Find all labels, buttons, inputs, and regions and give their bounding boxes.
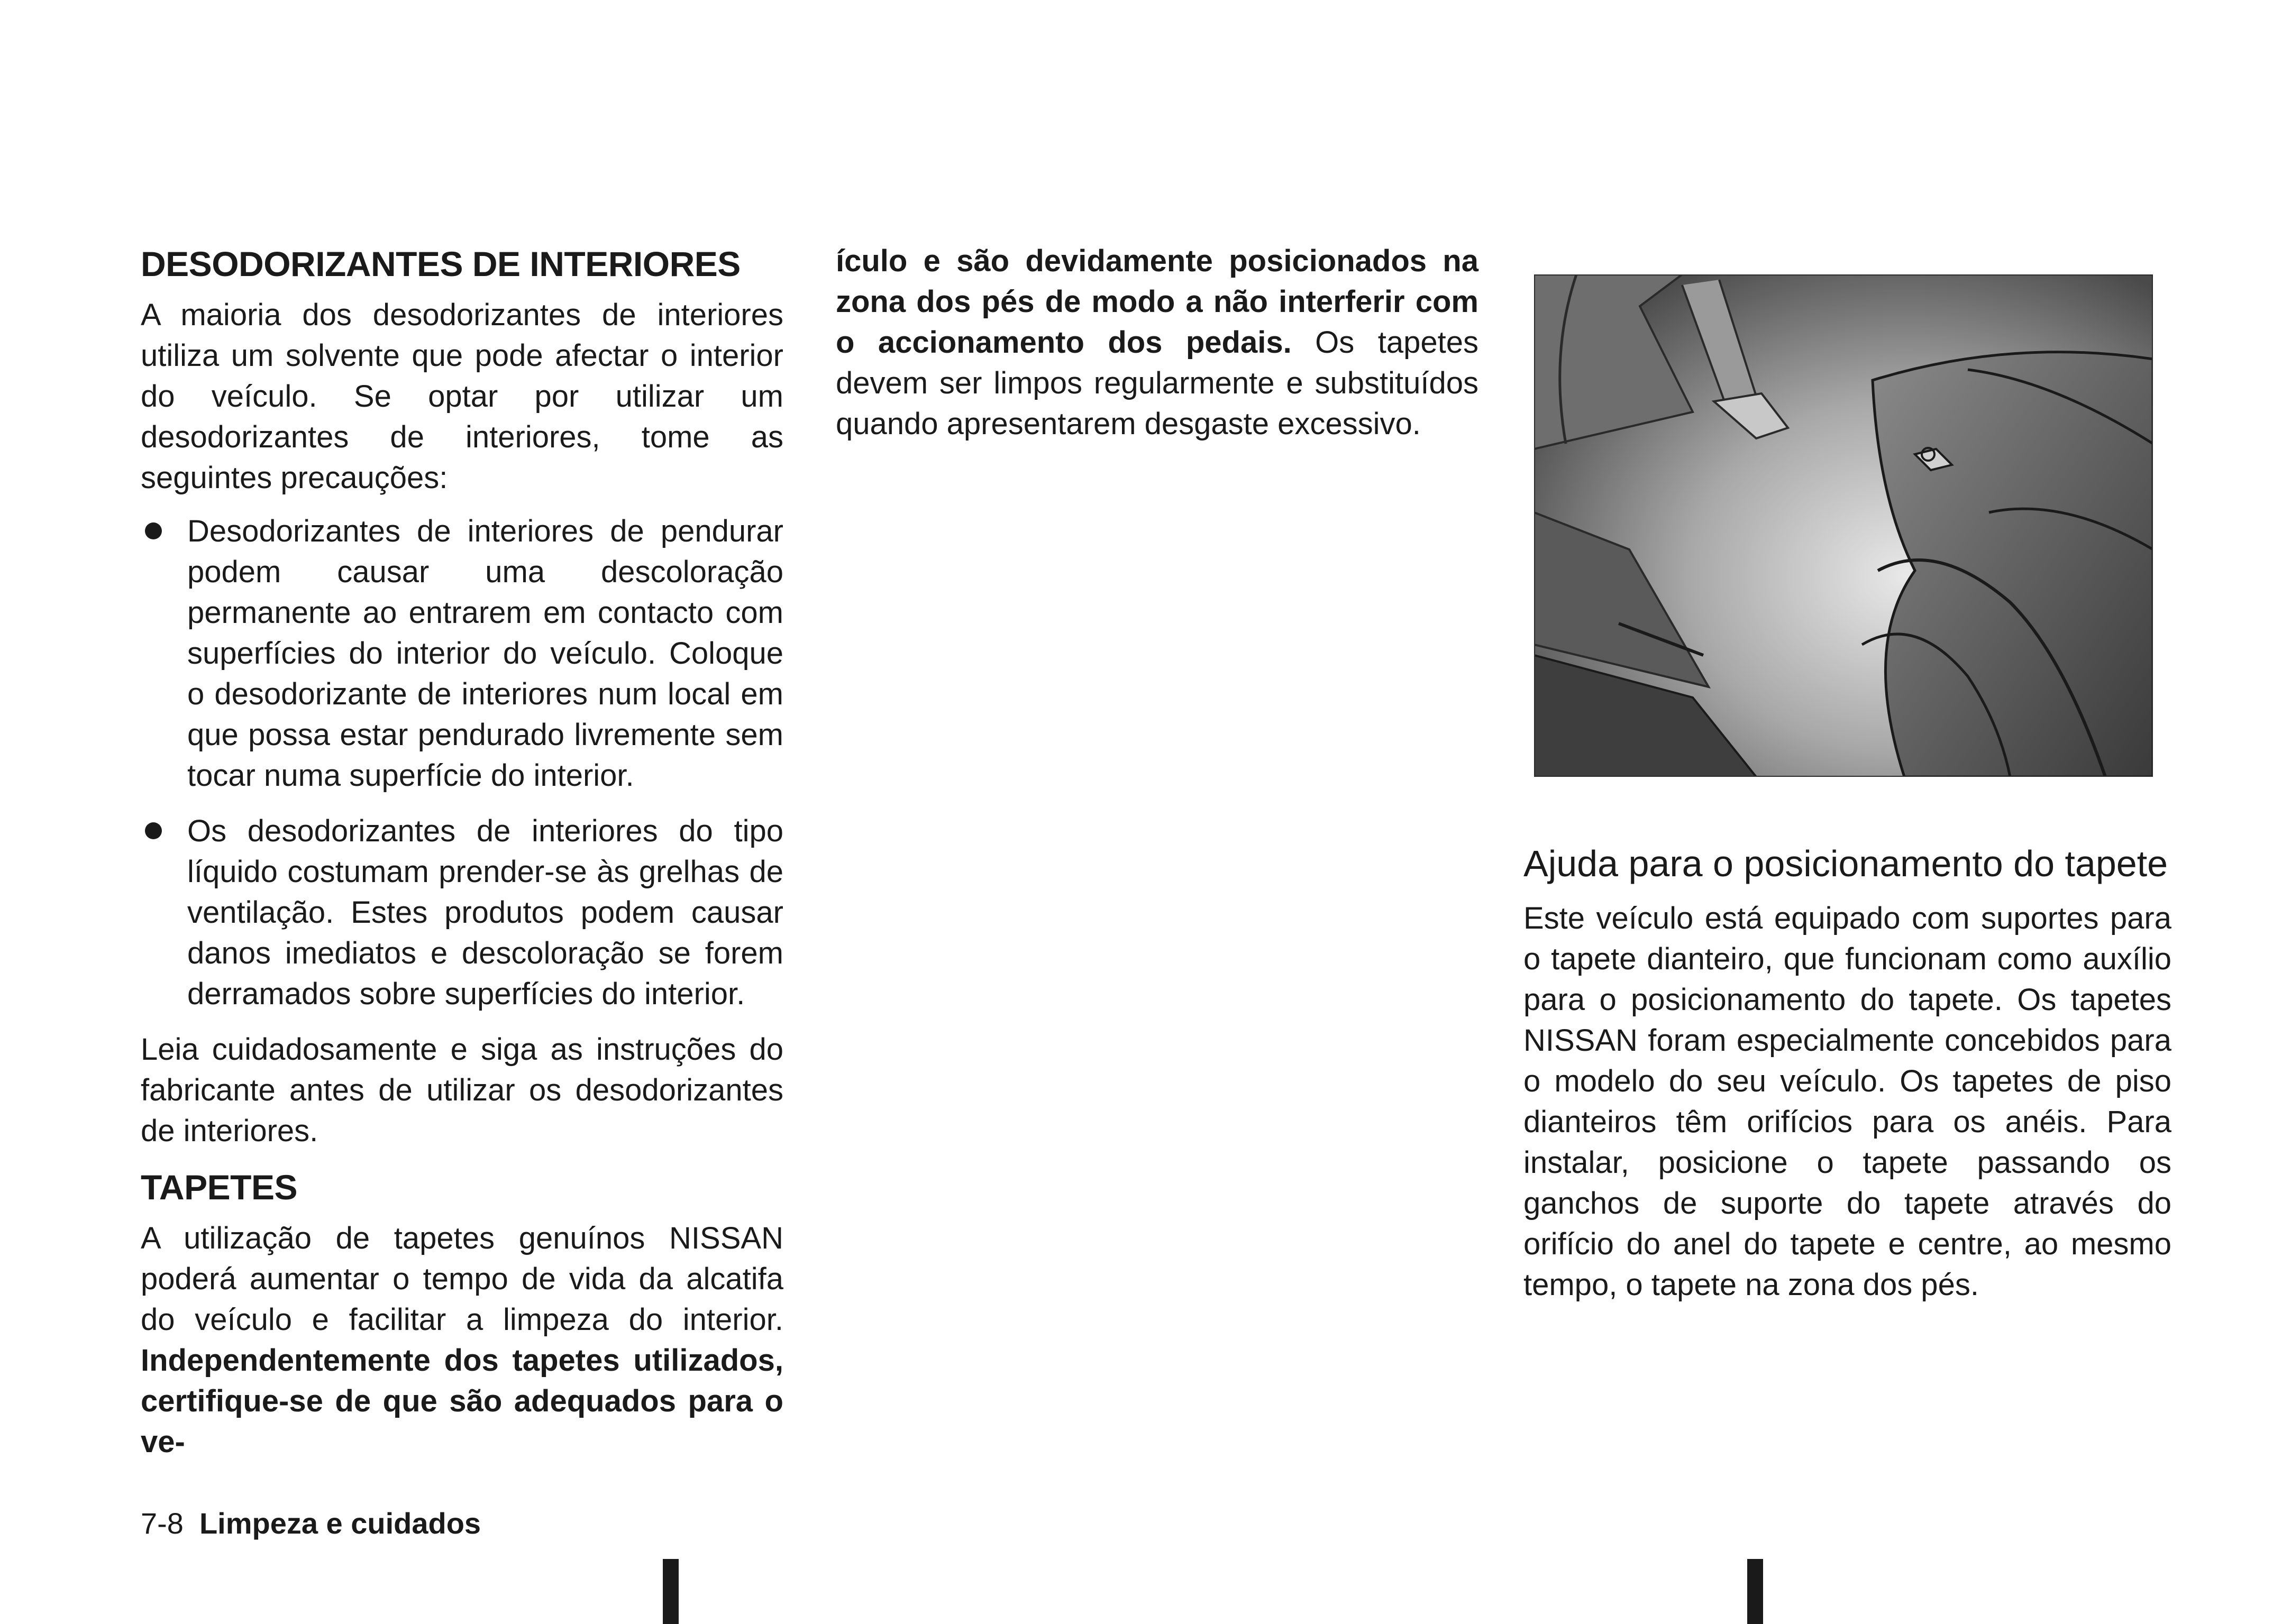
bullet-icon — [145, 522, 162, 539]
chapter-title: Limpeza e cuidados — [199, 1507, 481, 1540]
heading-ajuda-posicionamento: Ajuda para o posicionamento do tapete — [1523, 843, 2168, 884]
tapetes-bold-warning-part2: ículo e são devidamente posicionados na zona dos pés de modo a não interferir com o accionamento dos pedais. — [836, 244, 1478, 360]
right-column — [1523, 841, 2171, 1305]
heading-tapetes: TAPETES — [141, 1168, 297, 1207]
precautions-list — [141, 511, 783, 1014]
page-edge-marker-right — [1747, 1559, 1763, 1624]
bullet-icon — [145, 822, 162, 839]
tapetes-intro: A utilização de tapetes genuínos NISSAN poderá aumentar o tempo de vida da alcatifa do veículo e facilitar a limpeza do interior. Independentemente dos tapetes utilizados, certifique-se de que são adequados para o ve- — [141, 1221, 783, 1459]
floor-mat-illustration — [1534, 274, 2153, 777]
ajuda-body: Este veículo está equipado com suportes para o tapete dianteiro, que funcionam como auxílio para o posicionamento do tapete. Os tapetes NISSAN foram especialmente concebidos para o modelo do seu veículo. Os tapetes de piso dianteiros têm orifícios para os anéis. Para instalar, posicione o tapete passando os ganchos de suporte do tapete através do orifício do anel do tapete e centre, ao mesmo tempo, o tapete na zona dos pés. — [1523, 901, 2171, 1302]
list-item: Os desodorizantes de interiores do tipo líquido costumam prender-se às grelhas de ventilação. Estes produtos podem causar danos imediatos e descoloração se forem derramados sobre superfícies do interior. — [141, 811, 783, 1014]
left-column — [141, 241, 783, 1462]
heading-desodorizantes: DESODORIZANTES DE INTERIORES — [141, 244, 741, 283]
page-number: 7-8 — [141, 1507, 184, 1540]
tapetes-continued: ículo e são devidamente posicionados na zona dos pés de modo a não interferir com o accionamento dos pedais. Os tapetes devem ser limpos regularmente e substituídos quando apresentarem desgaste excessivo. — [836, 244, 1478, 441]
desodorizantes-closing: Leia cuidadosamente e siga as instruções do fabricante antes de utilizar os desodorizantes de interiores. — [141, 1032, 783, 1148]
page-footer — [141, 1506, 481, 1540]
list-item: Desodorizantes de interiores de pendurar podem causar uma descoloração permanente ao entrarem em contacto com superfícies do interior do veículo. Coloque o desodorizante de interiores num local em que possa estar pendurado livremente sem tocar numa superfície do interior. — [141, 511, 783, 796]
page-edge-marker-left — [663, 1559, 679, 1624]
tapetes-bold-warning-part1: Independentemente dos tapetes utilizados, certifique-se de que são adequados para o ve- — [141, 1343, 783, 1459]
middle-column — [836, 241, 1478, 444]
desodorizantes-intro: A maioria dos desodorizantes de interiores utiliza um solvente que pode afectar o interior do veículo. Se optar por utilizar um desodorizantes de interiores, tome as seguintes precauções: — [141, 298, 783, 495]
